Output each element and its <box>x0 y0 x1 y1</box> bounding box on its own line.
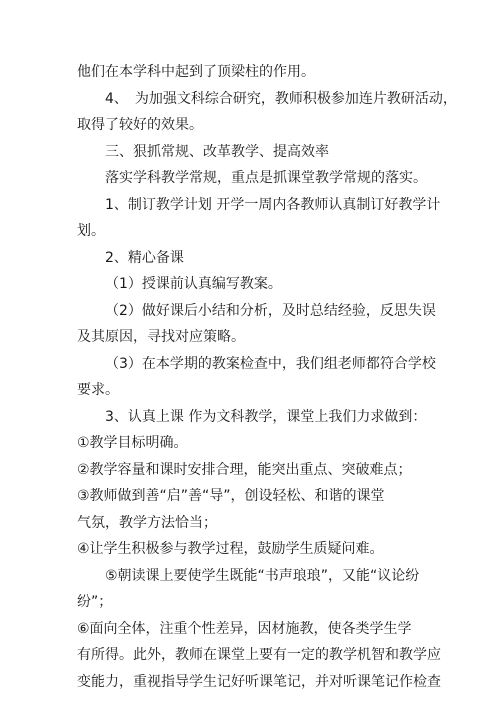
list-item: ③教师做到善“启”善“导”，创设轻松、和谐的课堂 <box>77 488 385 504</box>
text-line: 落实学科教学常规，重点是抓课堂教学常规的落实。 <box>105 170 427 186</box>
text-line: 及其原因，寻找对应策略。 <box>77 329 245 345</box>
list-item: ④让学生积极参与教学过程，鼓励学生质疑问难。 <box>77 541 384 557</box>
text-line: 1、制订教学计划 开学一周内各教师认真制订好教学计 <box>105 196 441 213</box>
list-item: ②教学容量和课时安排合理，能突出重点、突破难点； <box>77 461 412 478</box>
text-line: 有所得。此外，教师在课堂上要有一定的教学机智和教学应 <box>77 647 441 663</box>
text-line: （3）在本学期的教案检查中，我们组老师都符合学校 <box>105 355 436 372</box>
section-heading: 三、狠抓常规、改革教学、提高效率 <box>105 143 329 160</box>
text-line: 他们在本学科中起到了顶梁柱的作用。 <box>77 64 315 80</box>
text-line: 变能力，重视指导学生记好听课笔记，并对听课笔记作检查 <box>77 673 441 690</box>
text-line: 取得了较好的效果。 <box>77 117 203 133</box>
text-line: 4、 为加强文科综合研究，教师积极参加连片教研活动， <box>105 90 457 107</box>
list-item: ⑤朝读课上要使学生既能“书声琅琅”，又能“议论纷 <box>105 567 420 584</box>
text-line: 气氛，教学方法恰当； <box>77 514 217 531</box>
text-line: 纷”； <box>77 594 113 610</box>
text-line: （2）做好课后小结和分析，及时总结经验，反思失误 <box>105 302 436 319</box>
text-line: （1）授课前认真编写教案。 <box>105 276 282 292</box>
text-line: 3、认真上课 作为文科教学，课堂上我们力求做到： <box>105 408 427 425</box>
list-item: ⑥面向全体，注重个性差异，因材施教，使各类学生学 <box>77 620 412 637</box>
list-item: ①教学目标明确。 <box>77 435 188 451</box>
text-line: 2、精心备课 <box>105 249 184 266</box>
text-line: 要求。 <box>77 382 119 398</box>
text-line: 划。 <box>77 223 105 239</box>
